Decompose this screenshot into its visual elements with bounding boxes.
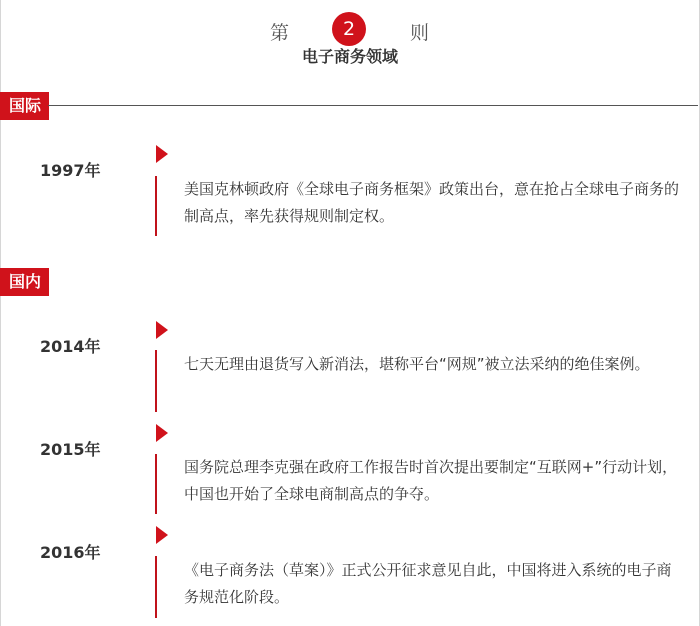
timeline-marker-icon (156, 526, 168, 544)
header-prefix: 第 (270, 22, 290, 44)
timeline-line (155, 176, 157, 236)
section-tag-international: 国际 (0, 92, 49, 120)
timeline-marker-icon (156, 321, 168, 339)
timeline-description: 美国克林顿政府《全球电子商务框架》政策出台，意在抢占全球电子商务的制高点，率先获得规则制定权。 (184, 180, 680, 225)
section-tag-domestic: 国内 (0, 268, 49, 296)
timeline-description: 《电子商务法（草案）》正式公开征求意见自此，中国将进入系统的电子商务规范化阶段。 (184, 561, 672, 606)
timeline-marker-icon (156, 145, 168, 163)
section-rule-international (48, 105, 698, 106)
timeline-marker-icon (156, 424, 168, 442)
timeline-line (155, 350, 157, 412)
timeline-year: 1997年 (40, 161, 101, 180)
timeline-line (155, 556, 157, 618)
header-suffix: 则 (410, 22, 430, 44)
timeline-year: 2014年 (40, 337, 101, 356)
timeline-description: 七天无理由退货写入新消法，堪称平台“网规”被立法采纳的绝佳案例。 (184, 355, 650, 373)
header (0, 12, 700, 44)
page-title: 电子商务领域 (301, 47, 398, 66)
timeline-description: 国务院总理李克强在政府工作报告时首次提出要制定“互联网+”行动计划，中国也开始了全球电商制高点的争夺。 (184, 458, 678, 503)
timeline-line (155, 454, 157, 514)
rule-number-badge: 2 (332, 12, 366, 46)
timeline-year: 2016年 (40, 543, 101, 562)
timeline-year: 2015年 (40, 440, 101, 459)
